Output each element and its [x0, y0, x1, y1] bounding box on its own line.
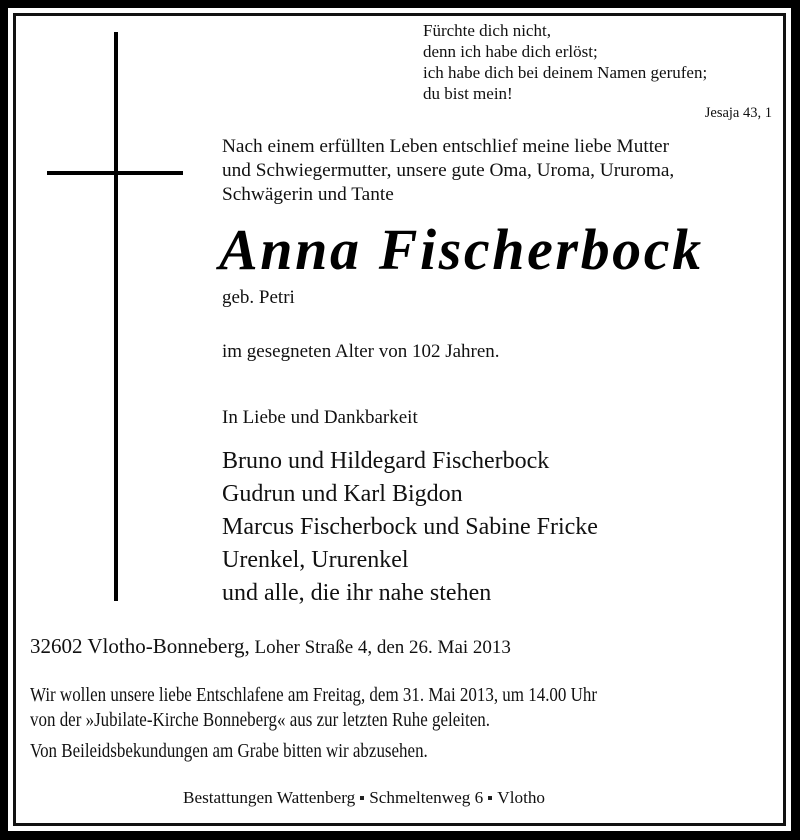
intro-line: Schwägerin und Tante [222, 184, 394, 205]
intro-line: Nach einem erfüllten Leben entschlief meine liebe Mutter [222, 136, 670, 157]
address-date: Loher Straße 4, den 26. Mai 2013 [249, 637, 511, 658]
place-date-line [30, 634, 511, 660]
mourner-entry: Urenkel, Ururenkel [222, 547, 409, 573]
cross-horizontal-bar [47, 171, 183, 175]
birth-name: geb. Petri [222, 287, 295, 308]
intro-text [222, 135, 674, 207]
mourner-entry: Marcus Fischerbock und Sabine Fricke [222, 514, 598, 540]
intro-line: und Schwiegermutter, unsere gute Oma, Uroma, Ururoma, [222, 160, 675, 181]
cross-vertical-bar [114, 32, 118, 601]
funeral-home-footer [183, 787, 545, 809]
age-line: im gesegneten Alter von 102 Jahren. [222, 341, 500, 362]
verse-line: denn ich habe dich erlöst; [423, 42, 598, 61]
bullet-separator-icon [488, 796, 492, 800]
verse-reference: Jesaja 43, 1 [704, 105, 772, 121]
verse-line: du bist mein! [423, 84, 513, 103]
verse-line: ich habe dich bei deinem Namen gerufen; [423, 63, 708, 82]
funeral-notice [30, 683, 597, 764]
mourners-list [222, 445, 598, 610]
mourner-entry: Gudrun und Karl Bigdon [222, 481, 463, 507]
dedication-line: In Liebe und Dankbarkeit [222, 407, 418, 428]
funeral-home-name: Bestattungen Wattenberg [183, 788, 356, 807]
funeral-home-street: Schmeltenweg 6 [369, 788, 484, 807]
mourner-entry: Bruno und Hildegard Fischerbock [222, 448, 550, 474]
verse-line: Fürchte dich nicht, [423, 21, 551, 40]
bible-verse [423, 20, 707, 104]
condolence-note: Von Beileidsbekundungen am Grabe bitten wir abzusehen. [30, 741, 428, 762]
funeral-home-city: Vlotho [497, 788, 546, 807]
place-name: 32602 Vlotho-Bonneberg, [30, 634, 250, 658]
funeral-line: Wir wollen unsere liebe Entschlafene am Freitag, dem 31. Mai 2013, um 14.00 Uhr [30, 685, 598, 706]
funeral-line: von der »Jubilate-Kirche Bonneberg« aus zur letzten Ruhe geleiten. [30, 710, 490, 731]
deceased-name: Anna Fischerbock [219, 217, 704, 282]
bullet-separator-icon [360, 796, 364, 800]
mourner-entry: und alle, die ihr nahe stehen [222, 580, 492, 606]
